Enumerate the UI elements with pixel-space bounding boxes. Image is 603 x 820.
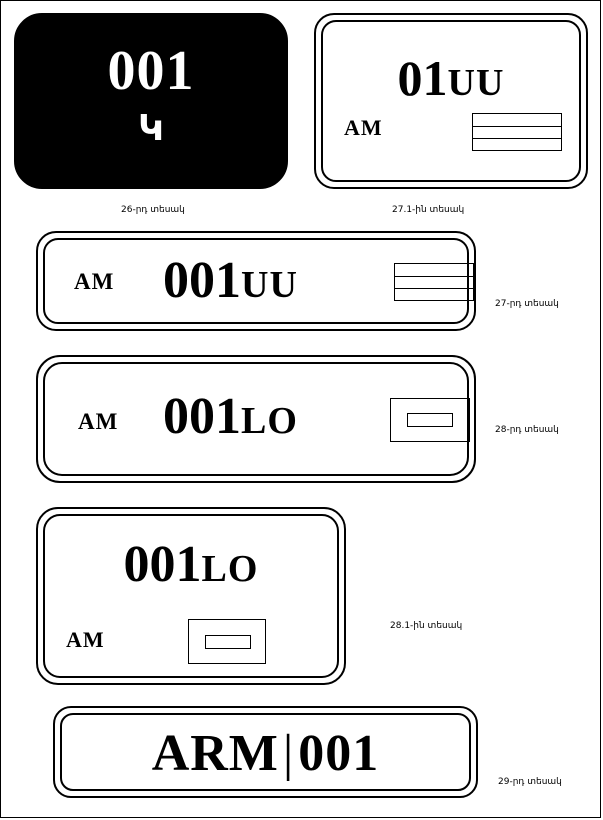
plate-27-1-number-group — [316, 49, 586, 107]
plate-28-series: LO — [241, 400, 298, 442]
slot-box-inner — [205, 635, 251, 649]
plate-29-separator: | — [282, 725, 295, 782]
plate-28 — [36, 355, 476, 483]
caption-plate-28-1: 28.1-ին տեսակ — [390, 621, 463, 631]
plate-27-number-group — [163, 251, 298, 310]
plate-29-prefix: ARM — [151, 725, 279, 782]
caption-plate-28: 28-րդ տեսակ — [495, 425, 559, 435]
plate-29-number: 001 — [298, 725, 380, 782]
plate-27-1-country-code: AM — [344, 115, 383, 140]
plate-27-number: 001 — [163, 252, 241, 309]
plate-27-country-code: AM — [74, 269, 115, 294]
striped-band-line — [395, 276, 473, 277]
plate-29 — [53, 706, 478, 798]
caption-plate-29: 29-րդ տեսակ — [498, 777, 562, 787]
plate-26-number: 001 — [107, 40, 195, 102]
plate-27-1-number: 01 — [397, 50, 448, 106]
caption-plate-26: 26-րդ տեսակ — [121, 205, 185, 215]
plate-28-1-number-group — [38, 535, 344, 594]
plate-27-1 — [314, 13, 588, 189]
plate-29-text-group — [55, 724, 476, 783]
plate-27-series: UU — [241, 264, 298, 306]
plate-28-1 — [36, 507, 346, 685]
slot-box-inner — [407, 413, 453, 427]
striped-band-line — [473, 126, 561, 127]
plate-28-number-group — [163, 387, 298, 446]
plate-28-1-number: 001 — [123, 536, 202, 593]
slot-box-icon — [188, 619, 266, 664]
striped-band-icon — [472, 113, 562, 151]
striped-band-icon — [394, 263, 474, 301]
plate-28-1-series: LO — [201, 548, 259, 590]
plate-26 — [14, 13, 288, 189]
caption-plate-27-1: 27.1-ին տեսակ — [392, 205, 465, 215]
plate-26-letter: Կ — [138, 108, 164, 149]
caption-plate-27: 27-րդ տեսակ — [495, 299, 559, 309]
striped-band-line — [395, 288, 473, 289]
plate-28-country-code: AM — [78, 409, 119, 434]
plate-27-1-series: UU — [447, 62, 505, 104]
plate-28-1-country-code: AM — [66, 627, 105, 652]
slot-box-icon — [390, 398, 470, 442]
striped-band-line — [473, 138, 561, 139]
plate-28-number: 001 — [163, 388, 241, 445]
plate-27 — [36, 231, 476, 331]
